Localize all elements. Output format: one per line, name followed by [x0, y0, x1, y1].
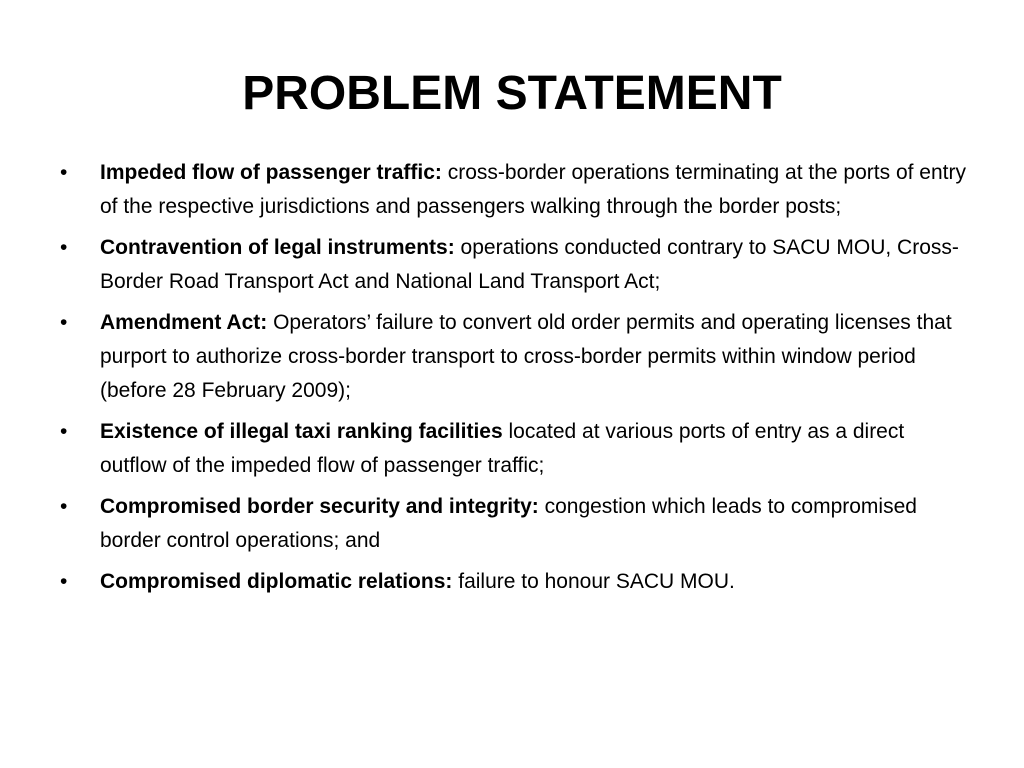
- bullet-lead: Contravention of legal instruments:: [100, 236, 461, 259]
- bullet-text: failure to honour SACU MOU.: [458, 570, 735, 593]
- bullet-text: operations conducted contrary to SACU MOU, Cross-Border Road Transport Act and National Land Transport Act;: [100, 236, 959, 293]
- bullet-dot-icon: •: [60, 420, 68, 443]
- bullet-text: congestion which leads to compromised border control operations; and: [100, 495, 917, 552]
- bullet-text: cross-border operations terminating at the ports of entry of the respective jurisdictions and passengers walking through the border posts;: [100, 161, 966, 218]
- bullet-item-border-security: [56, 490, 976, 558]
- bullet-item-impeded-flow: [56, 156, 976, 224]
- bullet-item-diplomatic-relations: [56, 565, 976, 599]
- bullet-item-contravention: [56, 231, 976, 299]
- bullet-dot-icon: •: [60, 570, 68, 593]
- bullet-lead: Compromised border security and integrity:: [100, 495, 545, 518]
- bullet-dot-icon: •: [60, 161, 68, 184]
- bullet-item-amendment-act: [56, 306, 976, 408]
- bullet-text: Operators’ failure to convert old order permits and operating licenses that purport to authorize cross-border transport to cross-border permits within window period (before 28 February 2009);: [100, 311, 952, 402]
- bullet-dot-icon: •: [60, 311, 68, 334]
- bullet-item-illegal-taxi-ranking: [56, 415, 976, 483]
- bullet-lead: Impeded flow of passenger traffic:: [100, 161, 448, 184]
- bullet-lead: Amendment Act:: [100, 311, 274, 334]
- bullet-lead: Existence of illegal taxi ranking facilities: [100, 420, 509, 443]
- bullet-lead: Compromised diplomatic relations:: [100, 570, 459, 593]
- bullet-text: located at various ports of entry as a direct outflow of the impeded flow of passenger traffic;: [100, 420, 905, 477]
- bullet-list: [56, 156, 976, 606]
- bullet-dot-icon: •: [60, 495, 68, 518]
- slide-title: PROBLEM STATEMENT: [242, 67, 782, 120]
- bullet-dot-icon: •: [60, 236, 68, 259]
